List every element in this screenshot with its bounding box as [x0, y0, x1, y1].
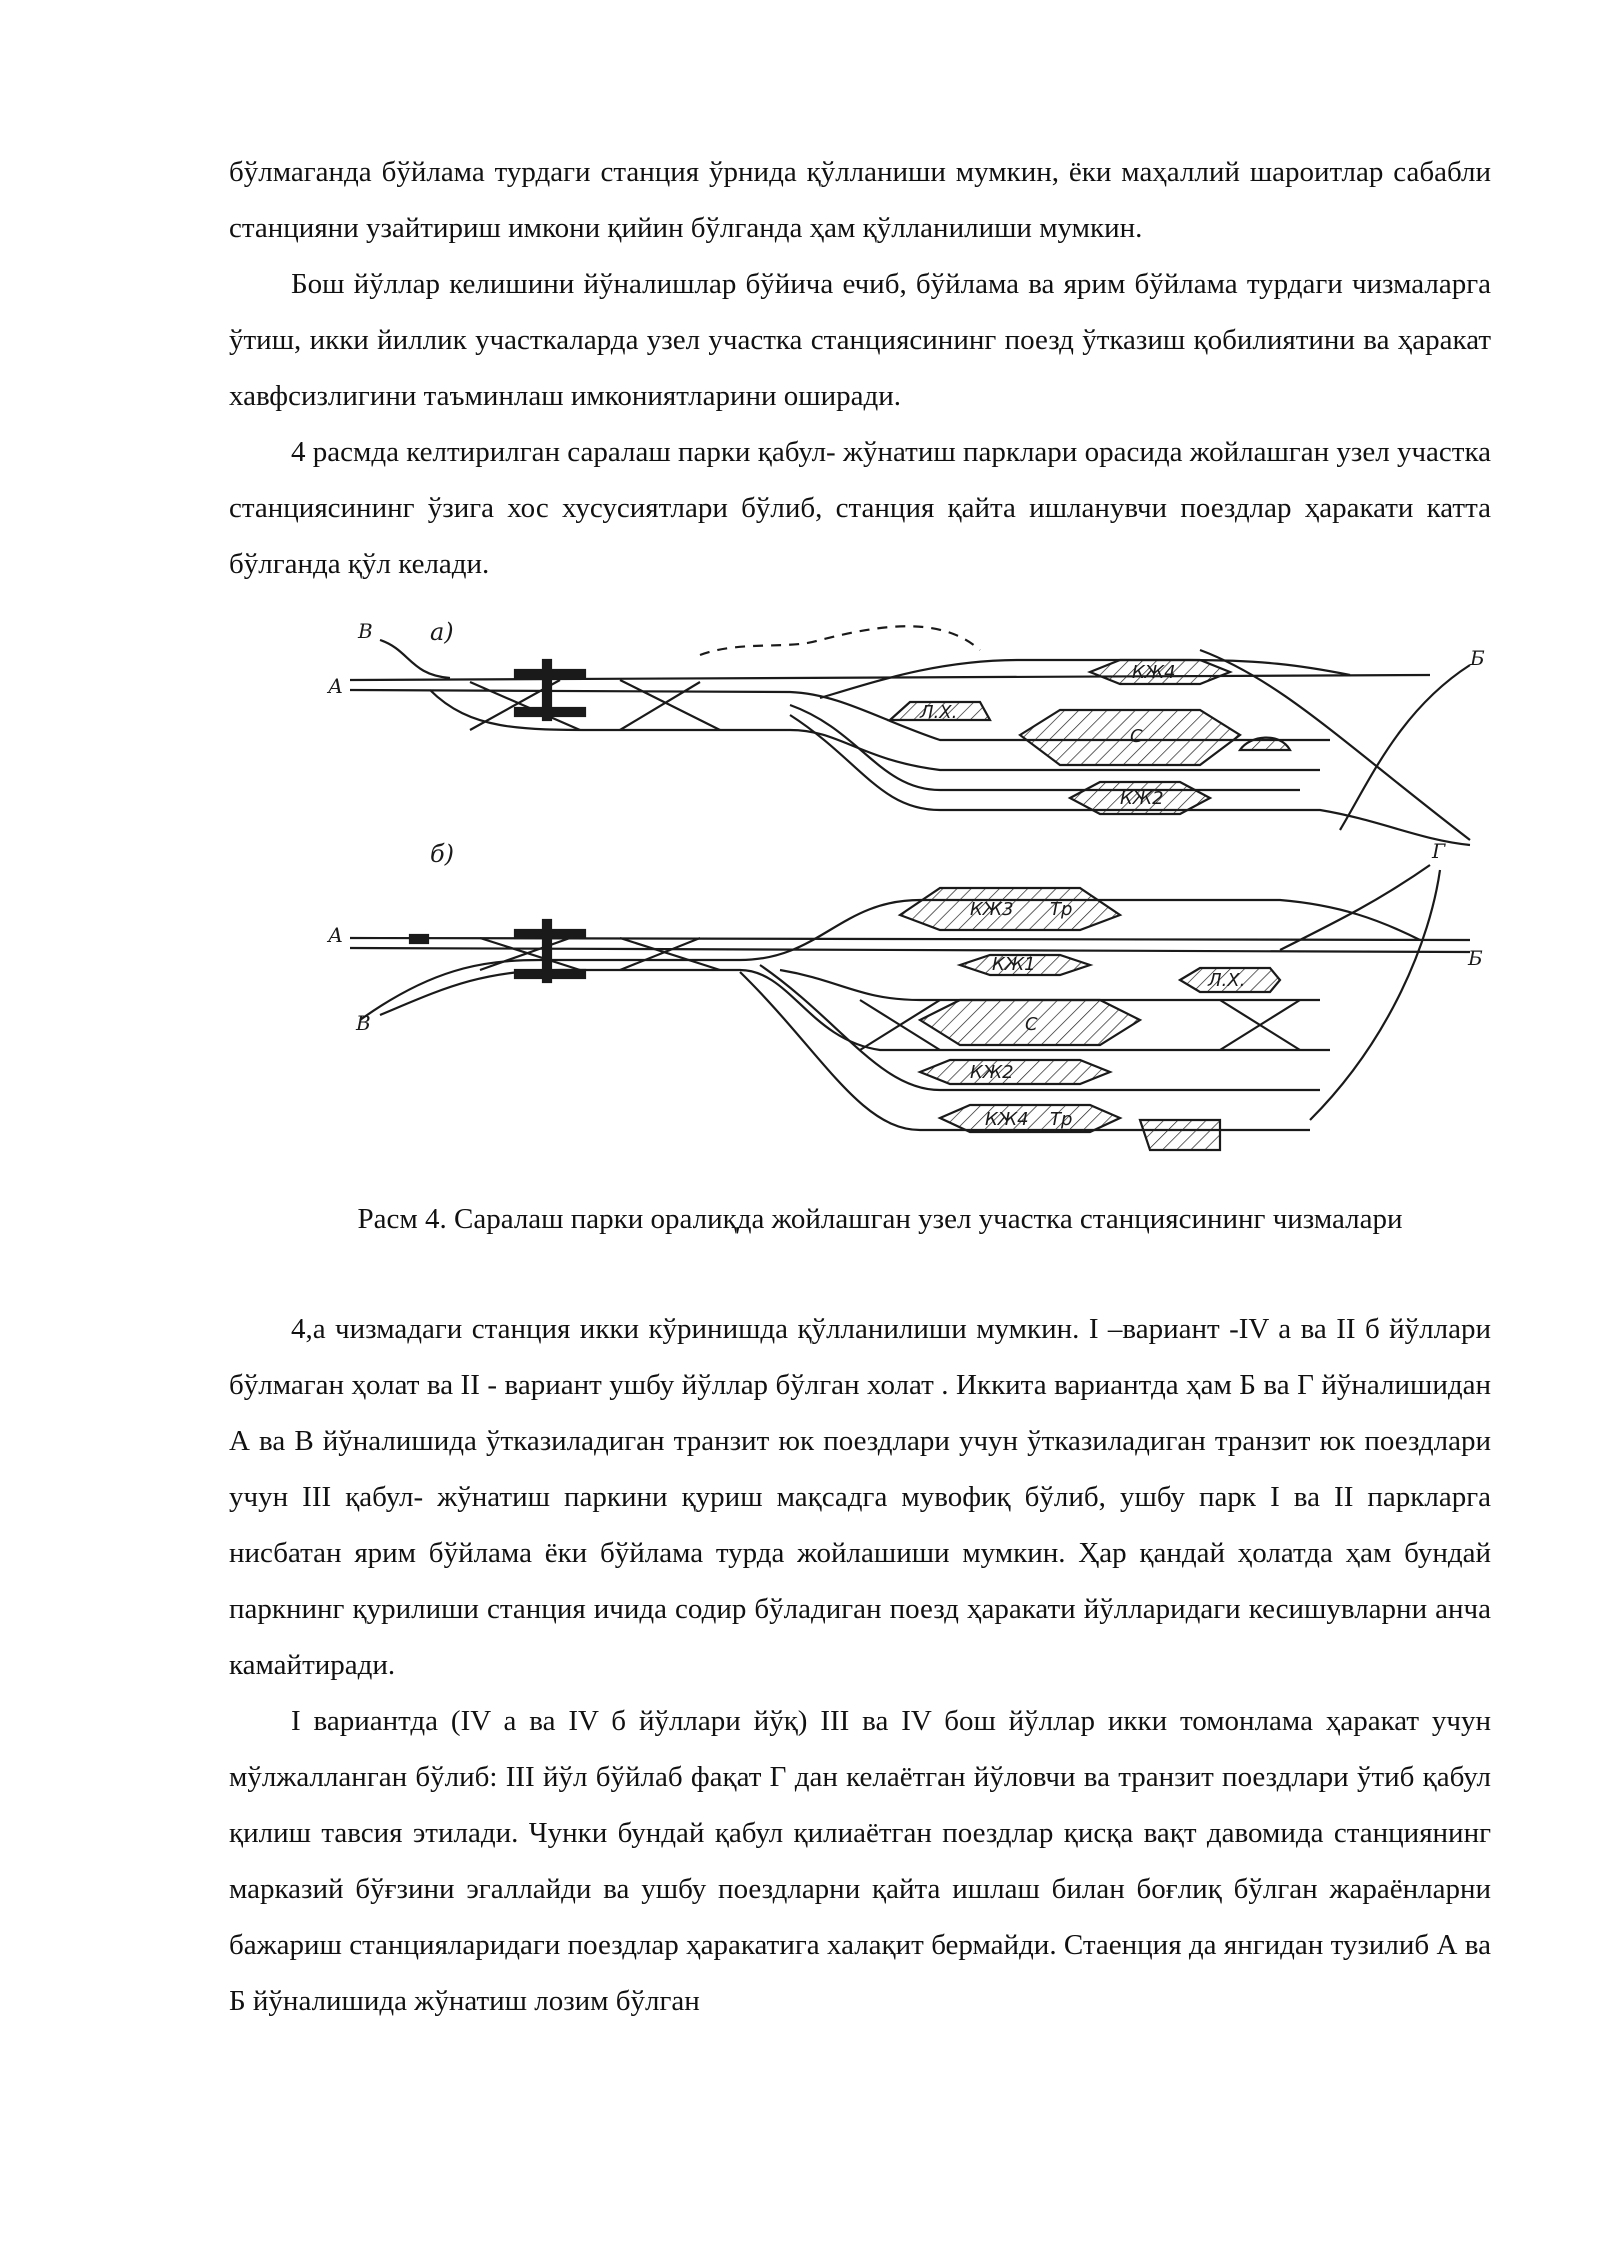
paragraph-figure-intro: 4 расмда келтирилган саралаш парки қабул- жўнатиш парклари орасида жойлашган узел участка станциясининг ўзига хос хусусиятлари бўлиб, станция қайта ишланувчи поездлар ҳаракати катта бўлганда қўл келади. — [229, 436, 1491, 580]
scheme-b-park-kzh2 — [920, 1060, 1110, 1084]
scheme-a-station-building — [543, 660, 551, 720]
scheme-b-park-label-kzh1: КЖ1 — [992, 954, 1036, 975]
figure-caption: Расм 4. Саралаш парки оралиқда жойлашган узел участка станциясининг чизмалари — [357, 1203, 1403, 1235]
scheme-b-station-building — [543, 920, 551, 982]
scheme-b-park-label-s: С — [1025, 1014, 1038, 1035]
scheme-a-crossovers — [470, 680, 720, 730]
scheme-b-park-label-tr1: Тр — [1050, 899, 1073, 920]
scheme-b-signal-block — [410, 935, 428, 943]
scheme-b-park-label-kzh3: КЖ3 — [970, 899, 1014, 920]
bottom-text-block — [229, 1301, 1491, 2029]
scheme-b-park-label-lh: Л.Х. — [1208, 970, 1246, 991]
paragraph-main-tracks: Бош йўллар келишини йўналишлар бўйича ечиб, бўйлама ва ярим бўйлама турдаги чизмаларга ўтиш, икки йиллик участкаларда узел участка станциясининг поезд ўтказиш қобилиятини ва ҳаракат хавфсизлигини таъминлаш имкониятларини оширади. — [229, 268, 1491, 412]
scheme-a-right-curve — [1340, 665, 1470, 830]
scheme-a-park-label-kzh4: КЖ4 — [1132, 662, 1176, 683]
scheme-a — [326, 620, 1485, 845]
paragraph-continuation: бўлмаганда бўйлама турдаги станция ўрнида қўлланиши мумкин, ёки маҳаллий шароитлар сабабли станцияни узайтириш имкони қийин бўлганда ҳам қўлланилиши мумкин. — [229, 156, 1491, 244]
top-text-block — [229, 144, 1491, 592]
scheme-a-end-v: В — [358, 620, 373, 643]
scheme-a-end-a: А — [328, 674, 344, 698]
scheme-b-park-label-tr2: Тр — [1050, 1109, 1073, 1130]
scheme-b-end-b: Б — [1468, 946, 1483, 970]
scheme-b-park-kzh4 — [940, 1105, 1120, 1132]
scheme-a-park-label-lh: Л.Х. — [920, 702, 958, 723]
scheme-b-park-label-kzh2: КЖ2 — [970, 1062, 1014, 1083]
scheme-a-park-label-kzh2: КЖ2 — [1120, 788, 1164, 809]
scheme-b-branch-g — [1280, 865, 1430, 950]
paragraph-variant-one: I вариантда (IV а ва IV б йўллари йўқ) III ва IV бош йўллар икки томонлама ҳаракат учун мўлжалланган бўлиб: III йўл бўйлаб фақат Г дан келаётган йўловчи ва транзит поездлари ўтиб қабул қилиш тавсия этилади. Чунки бундай қабул қилиаётган поездлар қисқа вақт давомида станциянинг марказий бўғзини эгаллайди ва ушбу поездларни қайта ишлаш билан боғлиқ бўлган жараёнларни бажариш станцияларидаги поездлар ҳаракатига халақит бермайди. Стаенция да янгидан тузилиб А ва Б йўналишида жўнатиш лозим бўлган — [229, 1705, 1491, 2017]
scheme-a-label: а) — [430, 620, 454, 646]
scheme-b-end-a: А — [328, 923, 344, 947]
scheme-b-depot — [1140, 1120, 1220, 1150]
scheme-b-end-g: Г — [1432, 839, 1446, 863]
scheme-a-crossing-line — [1200, 650, 1470, 840]
scheme-b-end-v: В — [356, 1011, 371, 1035]
paragraph-scheme-a-variants: 4,а чизмадаги станция икки кўринишда қўлланилиши мумкин. I –вариант -IV а ва II б йўллари бўлмаган ҳолат ва II - вариант ушбу йўллар бўлган холат . Иккита вариантда ҳам Б ва Г йўналишидан А ва В йўналишида ўтказиладиган транзит юк поездлари учун ўтказиладиган транзит юк поездлари учун III қабул- жўнатиш паркини қуриш мақсадга мувофиқ бўлиб, ушбу парк I ва II паркларга нисбатан ярим бўйлама ёки бўйлама турда жойлашиши мумкин. Ҳар қандай ҳолатда ҳам бундай паркнинг қурилиши станция ичида содир бўладиган поезд ҳаракати йўлларидаги кесишувларни анча камайтиради. — [229, 1313, 1491, 1681]
scheme-a-upper-track — [820, 660, 1350, 698]
station-schemes-drawing — [320, 620, 1500, 1180]
scheme-b-park-label-kzh4: КЖ4 — [985, 1109, 1029, 1130]
station-schemes-figure — [320, 620, 1500, 1180]
scheme-b — [326, 839, 1483, 1150]
scheme-b-crossovers — [480, 938, 720, 970]
scheme-a-dashed-track — [700, 626, 980, 655]
scheme-a-end-b: Б — [1470, 646, 1485, 670]
scheme-a-park-label-s: С — [1130, 726, 1143, 747]
scheme-b-label: б) — [430, 840, 455, 868]
